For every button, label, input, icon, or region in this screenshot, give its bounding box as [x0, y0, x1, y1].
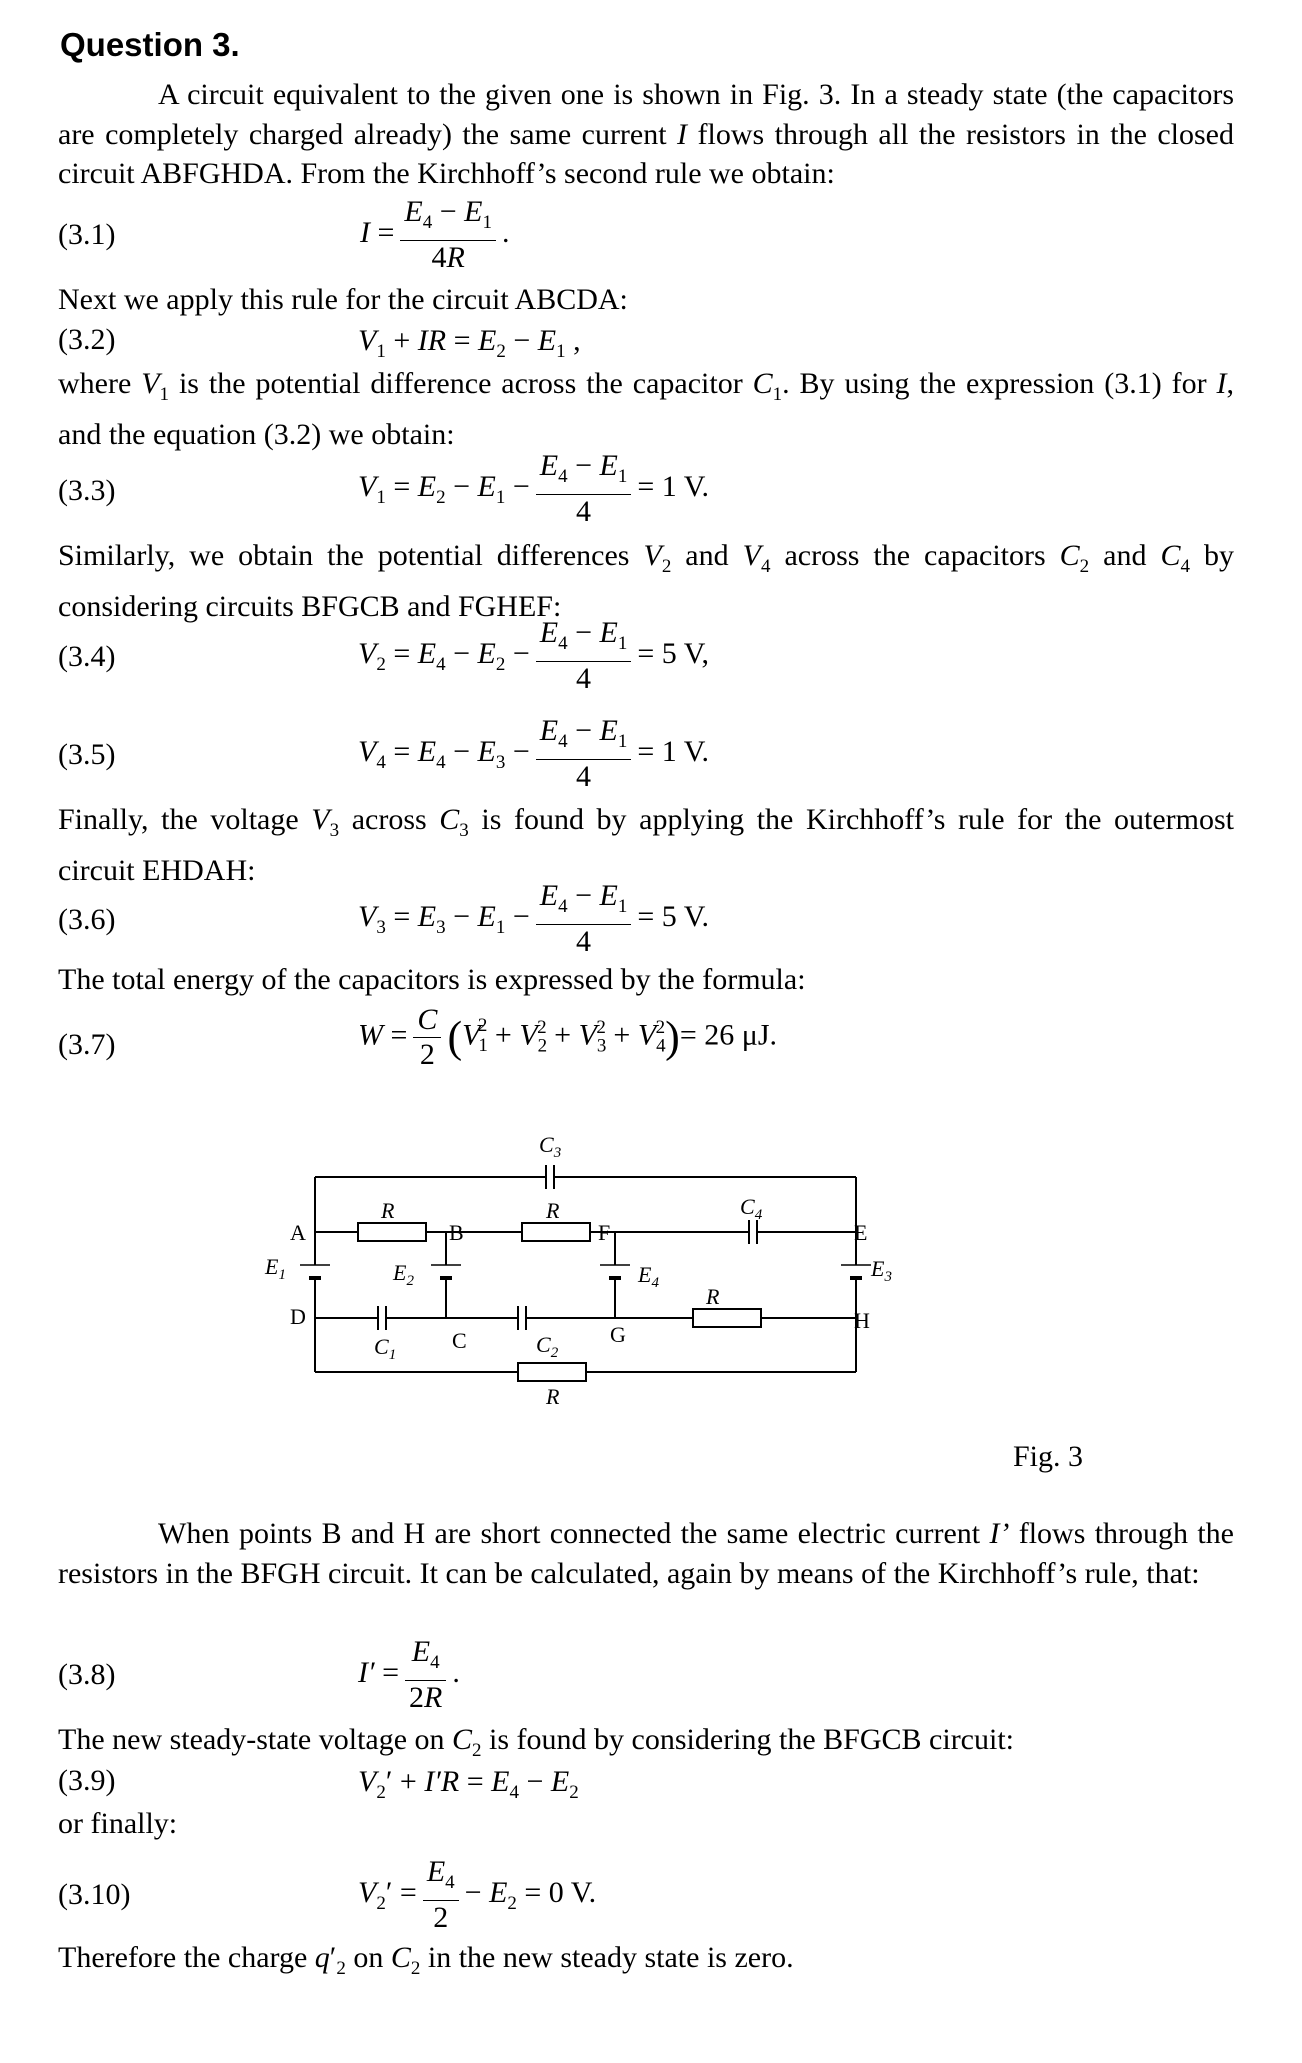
resistor-label-bf: R	[546, 1198, 560, 1223]
capacitor-label-c1: $C_1$	[374, 1334, 397, 1363]
equation-label-3-10: (3.10)	[58, 1878, 131, 1911]
equation-3-1: I = $\frac{E_4 - E_1}{4R}$ .	[360, 195, 510, 274]
node-label-c: C	[452, 1328, 467, 1353]
equation-3-2: $V_1$ + IR = $E_2 - E_1$ ,	[358, 324, 581, 362]
equation-3-3: $V_1 = E_2 - E_1$ − $\frac{E_4 - E_1}{4}$ = 1 V.	[358, 449, 710, 528]
equation-3-7: W = $\frac{C}{2}$ $(V_1^2 + V_2^2 + V_3^2 + V_4^2)= 26$ μJ.	[358, 1003, 778, 1071]
capacitor-label-c2: $C_2$	[536, 1332, 559, 1361]
paragraph-finally: or finally:	[58, 1807, 178, 1840]
equation-3-4: $V_2 = E_4 - E_2$ − $\frac{E_4 - E_1}{4}$ = 5 V,	[358, 616, 710, 695]
resistor-label-bottom: R	[546, 1384, 560, 1409]
equation-label-3-3: (3.3)	[58, 474, 116, 507]
node-label-f: F	[598, 1220, 611, 1245]
equation-label-3-4: (3.4)	[58, 640, 116, 673]
equation-3-8: I′ = $\frac{E_4}{2R}$ .	[358, 1635, 460, 1714]
node-label-d: D	[290, 1304, 306, 1329]
resistor-label-ab: R	[381, 1198, 395, 1223]
equation-3-6: $V_3 = E_3 - E_1$ − $\frac{E_4 - E_1}{4}$ = 5 V.	[358, 879, 710, 958]
source-label-e3: $E_3$	[871, 1256, 892, 1285]
paragraph-energy: The total energy of the capacitors is expressed by the formula:	[58, 963, 806, 996]
node-label-g: G	[610, 1322, 626, 1347]
equation-label-3-6: (3.6)	[58, 903, 116, 936]
equation-3-5: $V_4 = E_4 - E_3$ − $\frac{E_4 - E_1}{4}$ = 1 V.	[358, 714, 710, 793]
source-label-e2: $E_2$	[393, 1260, 414, 1289]
capacitor-label-c3: $C_3$	[539, 1132, 562, 1161]
circuit-diagram	[250, 1110, 930, 1420]
source-label-e1: $E_1$	[265, 1254, 286, 1283]
paragraph-short-circuit: When points B and H are short connected the same electric current I’ flows through the resistors in the BFGH circuit. It can be calculated, again by means of the Kirchhoff’s rule, that:	[58, 1517, 1234, 1590]
source-label-e4: $E_4$	[638, 1262, 659, 1291]
question-heading: Question 3.	[60, 26, 240, 63]
paragraph-abcda: Next we apply this rule for the circuit ABCDA:	[58, 283, 628, 316]
equation-label-3-1: (3.1)	[58, 218, 116, 251]
node-label-h: H	[854, 1308, 870, 1333]
node-label-b: B	[449, 1220, 464, 1245]
equation-label-3-5: (3.5)	[58, 738, 116, 771]
paragraph-v2-v4: Similarly, we obtain the potential differences $V_2$ and $V_4$ across the capacitors $C_2$ and $C_4$ by considering circuits BFGCB and FGHEF:	[58, 539, 1234, 623]
equation-label-3-8: (3.8)	[58, 1658, 116, 1691]
equation-label-3-2: (3.2)	[58, 323, 116, 356]
node-label-a: A	[290, 1220, 306, 1245]
capacitor-label-c4: $C_4$	[740, 1194, 763, 1223]
paragraph-intro: A circuit equivalent to the given one is shown in Fig. 3. In a steady state (the capacitors are completely charged already) the same current I flows through all the resistors in the closed circuit ABFGHDA. From the Kirchhoff’s second rule we obtain:	[58, 78, 1234, 190]
paragraph-v3: Finally, the voltage $V_3$ across $C_3$ is found by applying the Kirchhoff’s rule for the outermost circuit EHDAH:	[58, 803, 1234, 887]
node-label-e: E	[854, 1220, 868, 1245]
paragraph-conclusion: Therefore the charge $q'_2$ on $C_2$ in the new steady state is zero.	[58, 1941, 794, 1979]
paragraph-bfgcb: The new steady-state voltage on $C_2$ is found by considering the BFGCB circuit:	[58, 1723, 1015, 1761]
resistor-label-gh: R	[706, 1284, 720, 1309]
equation-3-10: $V_2'$ = $\frac{E_4}{2}$ − $E_2 = 0$ V.	[358, 1855, 597, 1934]
equation-label-3-7: (3.7)	[58, 1028, 116, 1061]
figure-caption: Fig. 3	[1013, 1440, 1084, 1473]
equation-3-9: $V_2' + I'R = E_4 - E_2$	[358, 1765, 579, 1803]
paragraph-v1: where $V_1$ is the potential difference across the capacitor $C_1$. By using the expression (3.1) for I, and the equation (3.2) we obtain:	[58, 367, 1235, 451]
equation-label-3-9: (3.9)	[58, 1764, 116, 1797]
